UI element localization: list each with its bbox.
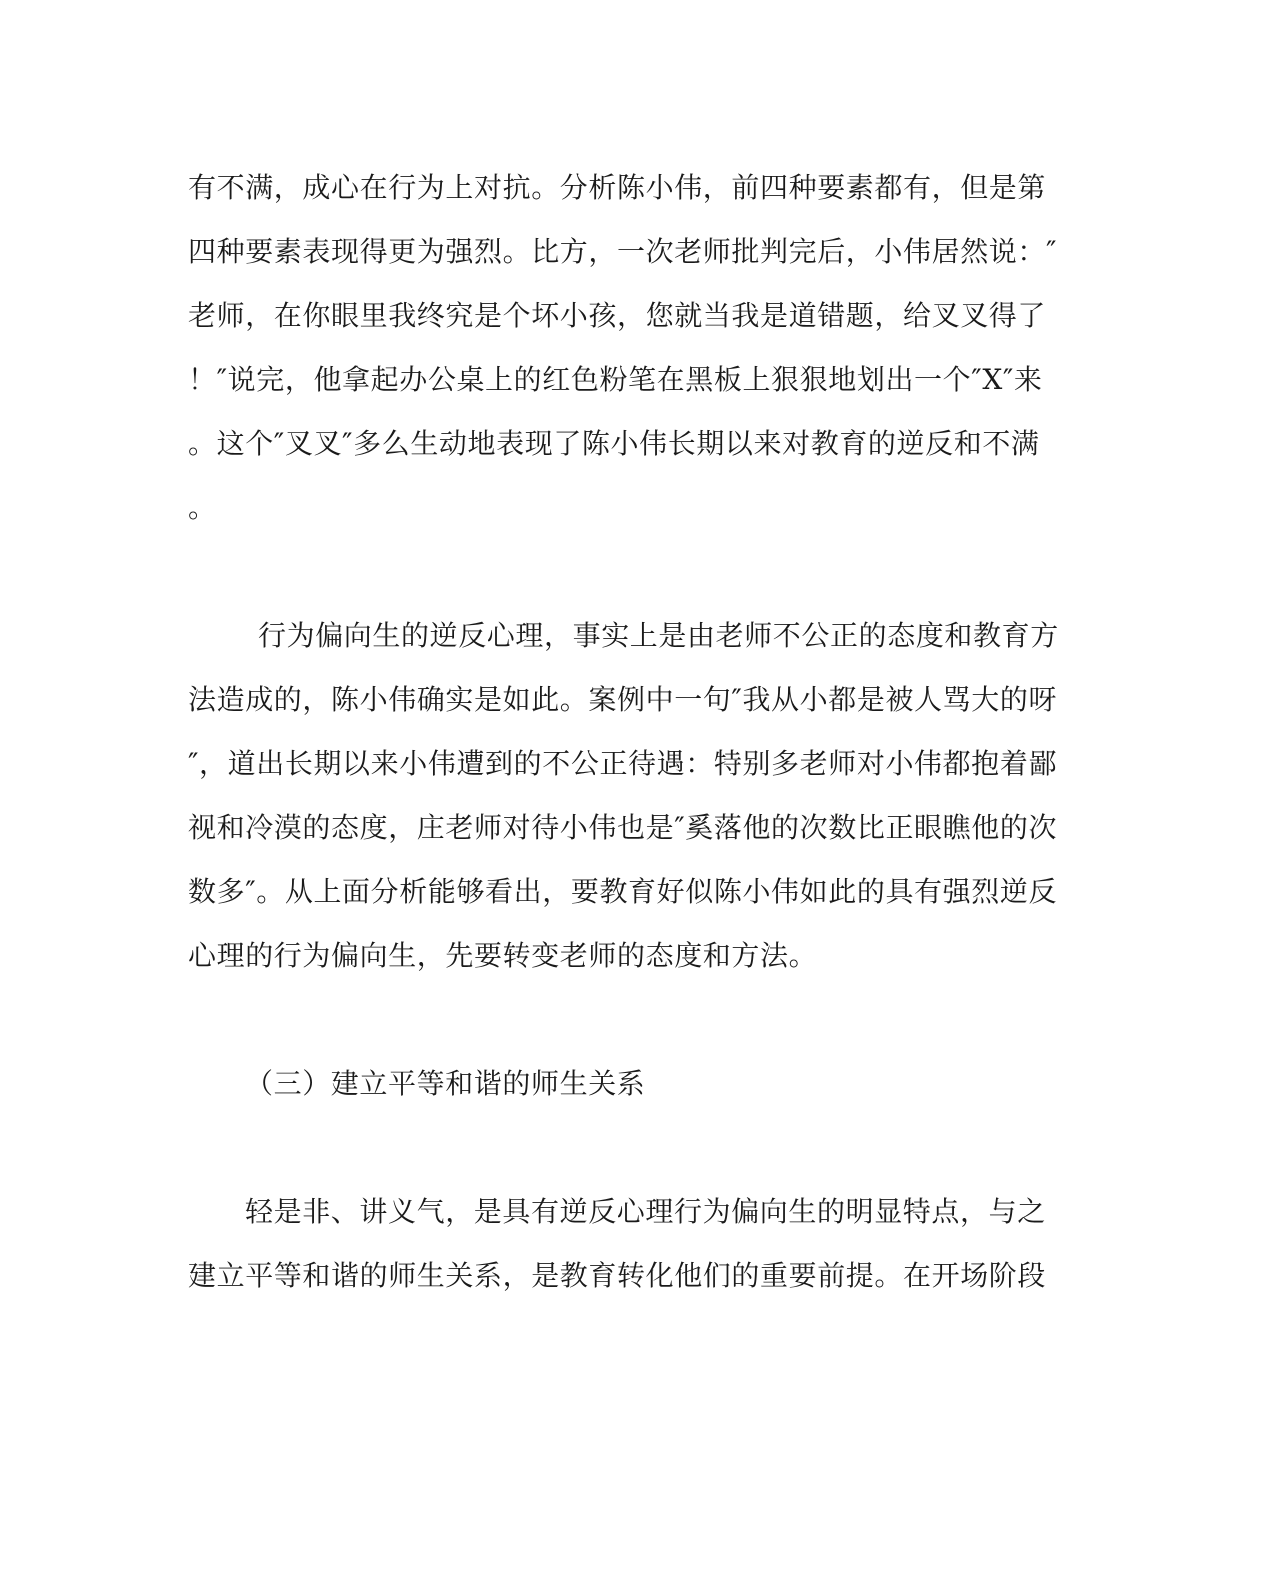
paragraph-1-line-2: 四种要素表现得更为强烈。比方，一次老师批判完后，小伟居然说：″ bbox=[188, 235, 1058, 268]
paragraph-3-line-2: 建立平等和谐的师生关系，是教育转化他们的重要前提。在开场阶段 bbox=[188, 1259, 1047, 1292]
paragraph-2-line-4: 视和冷漠的态度，庄老师对待小伟也是″奚落他的次数比正眼瞧他的次 bbox=[188, 811, 1058, 844]
paragraph-2-line-5: 数多″。从上面分析能够看出，要教育好似陈小伟如此的具有强烈逆反 bbox=[188, 875, 1058, 908]
section-heading: （三）建立平等和谐的师生关系 bbox=[245, 1067, 646, 1100]
paragraph-1-line-6: 。 bbox=[188, 491, 217, 524]
paragraph-2-line-3: ″，道出长期以来小伟遭到的不公正待遇：特别多老师对小伟都抱着鄙 bbox=[188, 747, 1058, 780]
paragraph-1-line-5: 。这个″叉叉″多么生动地表现了陈小伟长期以来对教育的逆反和不满 bbox=[188, 427, 1040, 460]
paragraph-3-line-1: 轻是非、讲义气，是具有逆反心理行为偏向生的明显特点，与之 bbox=[245, 1195, 1046, 1228]
paragraph-2-line-2: 法造成的，陈小伟确实是如此。案例中一句″我从小都是被人骂大的呀 bbox=[188, 683, 1058, 716]
paragraph-1-line-4: ！″说完，他拿起办公桌上的红色粉笔在黑板上狠狠地划出一个″X″来 bbox=[188, 363, 1043, 396]
paragraph-1-line-1: 有不满，成心在行为上对抗。分析陈小伟，前四种要素都有，但是第 bbox=[188, 171, 1047, 204]
paragraph-2-line-1: 行为偏向生的逆反心理，事实上是由老师不公正的态度和教育方 bbox=[258, 619, 1059, 652]
paragraph-1-line-3: 老师，在你眼里我终究是个坏小孩，您就当我是道错题，给叉叉得了 bbox=[188, 299, 1047, 332]
paragraph-2-line-6: 心理的行为偏向生，先要转变老师的态度和方法。 bbox=[188, 939, 818, 972]
